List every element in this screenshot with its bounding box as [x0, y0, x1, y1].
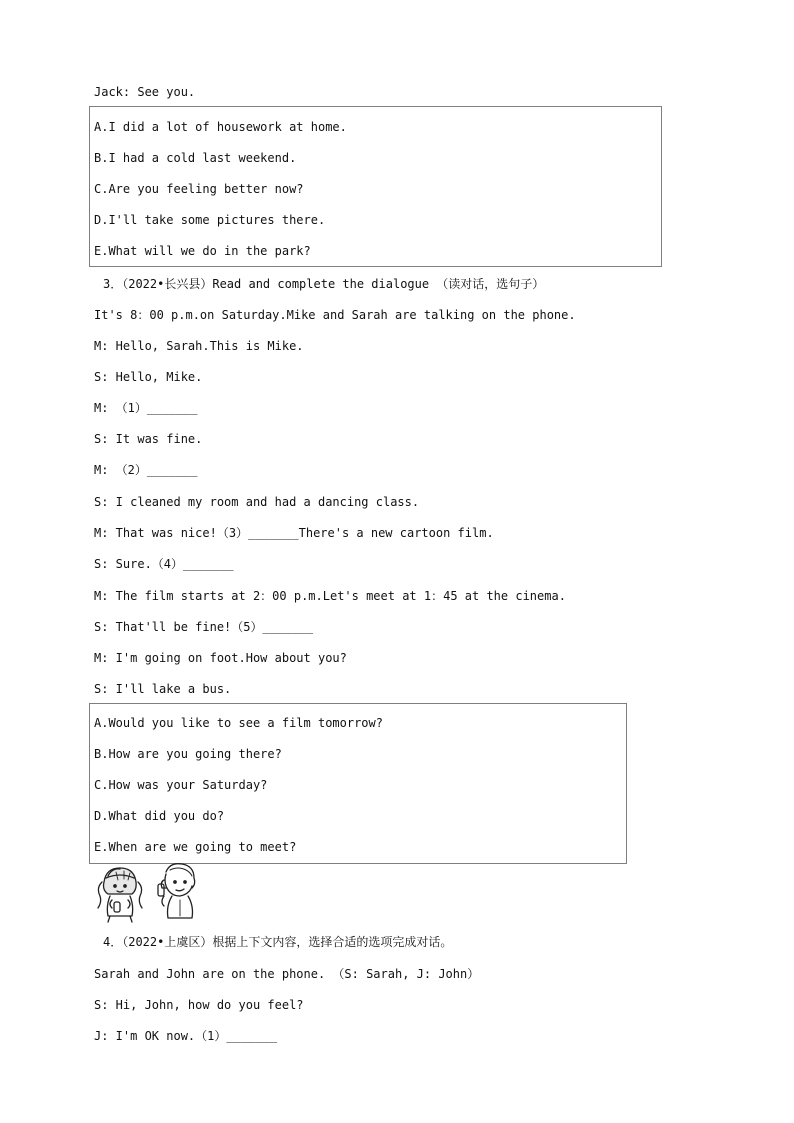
dialogue-blank-2: M: （2）_______ [94, 463, 198, 477]
options-box-q2 [89, 106, 662, 267]
option-e: E.When are we going to meet? [94, 840, 297, 854]
dialogue-blank-4: S: Sure.（4）_______ [94, 557, 234, 571]
dialogue-line: S: Hello, Mike. [94, 370, 203, 384]
dialogue-line: M: Hello, Sarah.This is Mike. [94, 339, 304, 353]
dialogue-line: S: Hi, John, how do you feel? [94, 998, 304, 1012]
question-4-heading: 4．（2022•上虞区）根据上下文内容，选择合适的选项完成对话。 [103, 935, 453, 949]
dialogue-line: S: I'll lake a bus. [94, 682, 232, 696]
option-c: C.Are you feeling better now? [94, 182, 304, 196]
dialogue-line: S: I cleaned my room and had a dancing class. [94, 495, 420, 509]
dialogue-intro: It's 8：00 p.m.on Saturday.Mike and Sarah are talking on the phone. [94, 308, 576, 322]
dialogue-blank-1: M: （1）_______ [94, 401, 198, 415]
dialogue-line: S: It was fine. [94, 432, 203, 446]
option-c: C.How was your Saturday? [94, 778, 268, 792]
option-d: D.I'll take some pictures there. [94, 213, 326, 227]
phone-call-illustration [94, 862, 204, 924]
option-a: A.Would you like to see a film tomorrow? [94, 716, 383, 730]
option-e: E.What will we do in the park? [94, 244, 311, 258]
option-b: B.How are you going there? [94, 747, 282, 761]
dialogue-blank-3: M: That was nice!（3）_______There's a new cartoon film. [94, 526, 494, 540]
dialogue-line: M: I'm going on foot.How about you? [94, 651, 347, 665]
dialogue-line: Jack: See you. [94, 85, 196, 99]
option-b: B.I had a cold last weekend. [94, 151, 297, 165]
options-box-q3 [89, 703, 627, 864]
dialogue-intro: Sarah and John are on the phone. （S: Sarah, J: John） [94, 967, 480, 981]
option-d: D.What did you do? [94, 809, 225, 823]
dialogue-blank-5: S: That'll be fine!（5）_______ [94, 620, 314, 634]
option-a: A.I did a lot of housework at home. [94, 120, 347, 134]
dialogue-line: M: The film starts at 2：00 p.m.Let's meet at 1：45 at the cinema. [94, 589, 566, 603]
dialogue-blank-1: J: I'm OK now.（1）_______ [94, 1029, 277, 1043]
question-3-heading: 3．（2022•长兴县）Read and complete the dialogue （读对话，选句子） [103, 277, 545, 291]
